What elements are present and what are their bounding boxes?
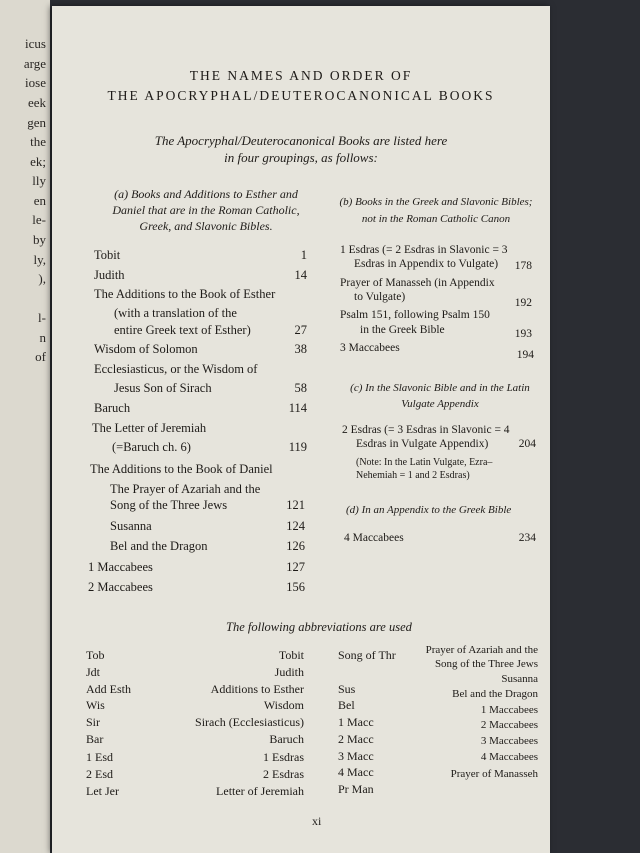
abbreviation-meaning: Prayer of Manasseh [450, 768, 538, 780]
toc-page-number: 119 [288, 440, 307, 454]
toc-entry: Bel and the Dragon [110, 539, 208, 553]
toc-entry: Baruch [94, 401, 131, 415]
abbreviation-meaning: 1 Esdras [263, 750, 304, 764]
group-a-heading: Greek, and Slavonic Bibles. [139, 219, 273, 233]
toc-entry: Wisdom of Solomon [94, 342, 198, 356]
toc-entry: The Prayer of Azariah and the [110, 482, 261, 496]
prev-page-fragment: the [30, 134, 46, 149]
prev-page-fragment: iose [25, 75, 46, 90]
abbreviation-meaning: 1 Maccabees [480, 704, 538, 716]
toc-entry: 2 Maccabees [88, 580, 153, 594]
prev-page-fragment: of [35, 349, 46, 364]
group-b-heading: (b) Books in the Greek and Slavonic Bibles; [339, 196, 533, 208]
toc-page-number: 121 [286, 498, 305, 512]
toc-page-number: 234 [518, 532, 536, 544]
toc-entry: Esdras in Appendix to Vulgate) [354, 258, 499, 270]
toc-entry: Susanna [110, 519, 152, 533]
prev-page-fragment: icus [25, 36, 46, 51]
toc-entry: in the Greek Bible [360, 324, 445, 336]
prev-page-fragment: arge [23, 56, 46, 71]
abbreviation: Sus [338, 682, 356, 696]
prev-page-fragment: by [33, 232, 46, 247]
previous-page-edge [0, 0, 50, 853]
toc-page-number: 156 [286, 580, 305, 594]
toc-entry: 4 Maccabees [344, 532, 404, 544]
abbreviation: 2 Esd [86, 767, 113, 781]
toc-page-number: 194 [516, 349, 534, 361]
page-title-line-2: THE APOCRYPHAL/DEUTEROCANONICAL BOOKS [107, 88, 495, 103]
book-page [52, 6, 550, 853]
toc-entry: 2 Esdras (= 3 Esdras in Slavonic = 4 [342, 424, 510, 436]
abbreviation: Bel [338, 698, 355, 712]
abbreviation: Pr Man [338, 782, 374, 796]
abbreviation: Let Jer [86, 784, 119, 798]
page-title-line-1: THE NAMES AND ORDER OF [189, 68, 413, 83]
abbreviation: Bar [86, 732, 104, 746]
prev-page-fragment: ly, [33, 252, 46, 267]
prev-page-fragment: lly [32, 173, 46, 188]
page-number: xi [312, 814, 322, 828]
group-b-heading: not in the Roman Catholic Canon [361, 213, 511, 225]
abbreviation: 2 Macc [338, 732, 374, 746]
toc-page-number: 127 [286, 560, 305, 574]
toc-entry: (with a translation of the [114, 306, 237, 320]
toc-entry: Tobit [94, 248, 121, 262]
toc-entry: Judith [94, 268, 125, 282]
toc-page-number: 114 [288, 401, 307, 415]
toc-entry: to Vulgate) [354, 291, 406, 303]
prev-page-fragment: n [39, 330, 46, 345]
abbreviation: Tob [86, 648, 105, 662]
abbreviation-meaning: Susanna [501, 673, 538, 685]
intro-line-2: in four groupings, as follows: [224, 150, 378, 165]
abbreviation-meaning: 4 Maccabees [480, 751, 538, 763]
toc-entry: Psalm 151, following Psalm 150 [340, 309, 490, 321]
toc-entry: The Letter of Jeremiah [92, 421, 207, 435]
prev-page-fragment: ek; [30, 154, 46, 169]
toc-entry: The Additions to the Book of Esther [94, 287, 276, 301]
prev-page-fragment: gen [27, 115, 46, 130]
abbreviation: 1 Esd [86, 750, 113, 764]
group-a-heading: Daniel that are in the Roman Catholic, [112, 203, 300, 217]
abbreviation-meaning: Baruch [269, 732, 304, 746]
abbreviation-meaning: 2 Maccabees [480, 719, 538, 731]
note-text: Nehemiah = 1 and 2 Esdras) [356, 470, 470, 481]
abbreviation-meaning: Letter of Jeremiah [216, 784, 304, 798]
abbreviation: Jdt [86, 665, 101, 679]
abbreviations-heading: The following abbreviations are used [226, 620, 412, 634]
toc-entry: Esdras in Vulgate Appendix) [356, 438, 489, 450]
group-c-heading: (c) In the Slavonic Bible and in the Latin [350, 382, 530, 394]
abbreviation-meaning: 2 Esdras [263, 767, 304, 781]
toc-entry: Song of the Three Jews [110, 498, 228, 512]
toc-page-number: 204 [518, 438, 536, 450]
abbreviation-meaning: Sirach (Ecclesiasticus) [195, 715, 304, 729]
toc-page-number: 178 [514, 260, 532, 272]
prev-page-fragment: ), [38, 271, 46, 286]
abbreviation: 4 Macc [338, 765, 374, 779]
toc-entry: 3 Maccabees [340, 342, 400, 354]
toc-page-number: 1 [300, 248, 307, 262]
toc-entry: (=Baruch ch. 6) [112, 440, 191, 454]
abbreviation-meaning: Prayer of Azariah and the [425, 644, 538, 656]
intro-line-1: The Apocryphal/Deuterocanonical Books are listed here [154, 133, 448, 148]
abbreviation-meaning: Song of the Three Jews [434, 658, 538, 670]
abbreviation: 3 Macc [338, 749, 374, 763]
toc-page-number: 38 [294, 342, 307, 356]
toc-entry: 1 Esdras (= 2 Esdras in Slavonic = 3 [340, 244, 508, 256]
abbreviation: 1 Macc [338, 715, 374, 729]
prev-page-fragment: le- [32, 212, 46, 227]
toc-page-number: 124 [286, 519, 305, 533]
toc-entry: Prayer of Manasseh (in Appendix [340, 277, 495, 289]
toc-page-number: 193 [514, 328, 532, 340]
toc-entry: Jesus Son of Sirach [114, 381, 212, 395]
toc-entry: The Additions to the Book of Daniel [90, 462, 273, 476]
abbreviation-meaning: Wisdom [263, 698, 304, 712]
abbreviation: Sir [86, 715, 101, 729]
toc-entry: entire Greek text of Esther) [114, 323, 251, 337]
abbreviation: Song of Thr [338, 648, 396, 662]
group-a-heading: (a) Books and Additions to Esther and [114, 187, 298, 201]
toc-page-number: 126 [286, 539, 305, 553]
group-c-heading: Vulgate Appendix [401, 398, 479, 410]
group-d-heading: (d) In an Appendix to the Greek Bible [346, 504, 512, 516]
abbreviation-meaning: Bel and the Dragon [452, 688, 538, 700]
abbreviation-meaning: Additions to Esther [210, 682, 304, 696]
toc-page-number: 14 [294, 268, 307, 282]
abbreviation-meaning: Tobit [278, 648, 304, 662]
toc-entry: 1 Maccabees [88, 560, 153, 574]
abbreviation: Wis [86, 698, 105, 712]
note-text: (Note: In the Latin Vulgate, Ezra– [356, 457, 493, 468]
abbreviation-meaning: 3 Maccabees [480, 735, 538, 747]
prev-page-fragment: eek [27, 95, 46, 110]
prev-page-fragment: l- [38, 310, 46, 325]
abbreviation-meaning: Judith [274, 665, 304, 679]
toc-page-number: 27 [294, 323, 307, 337]
toc-page-number: 58 [294, 381, 307, 395]
toc-entry: Ecclesiasticus, or the Wisdom of [94, 362, 258, 376]
abbreviation: Add Esth [86, 682, 131, 696]
toc-page-number: 192 [514, 297, 532, 309]
prev-page-fragment: en [33, 193, 46, 208]
